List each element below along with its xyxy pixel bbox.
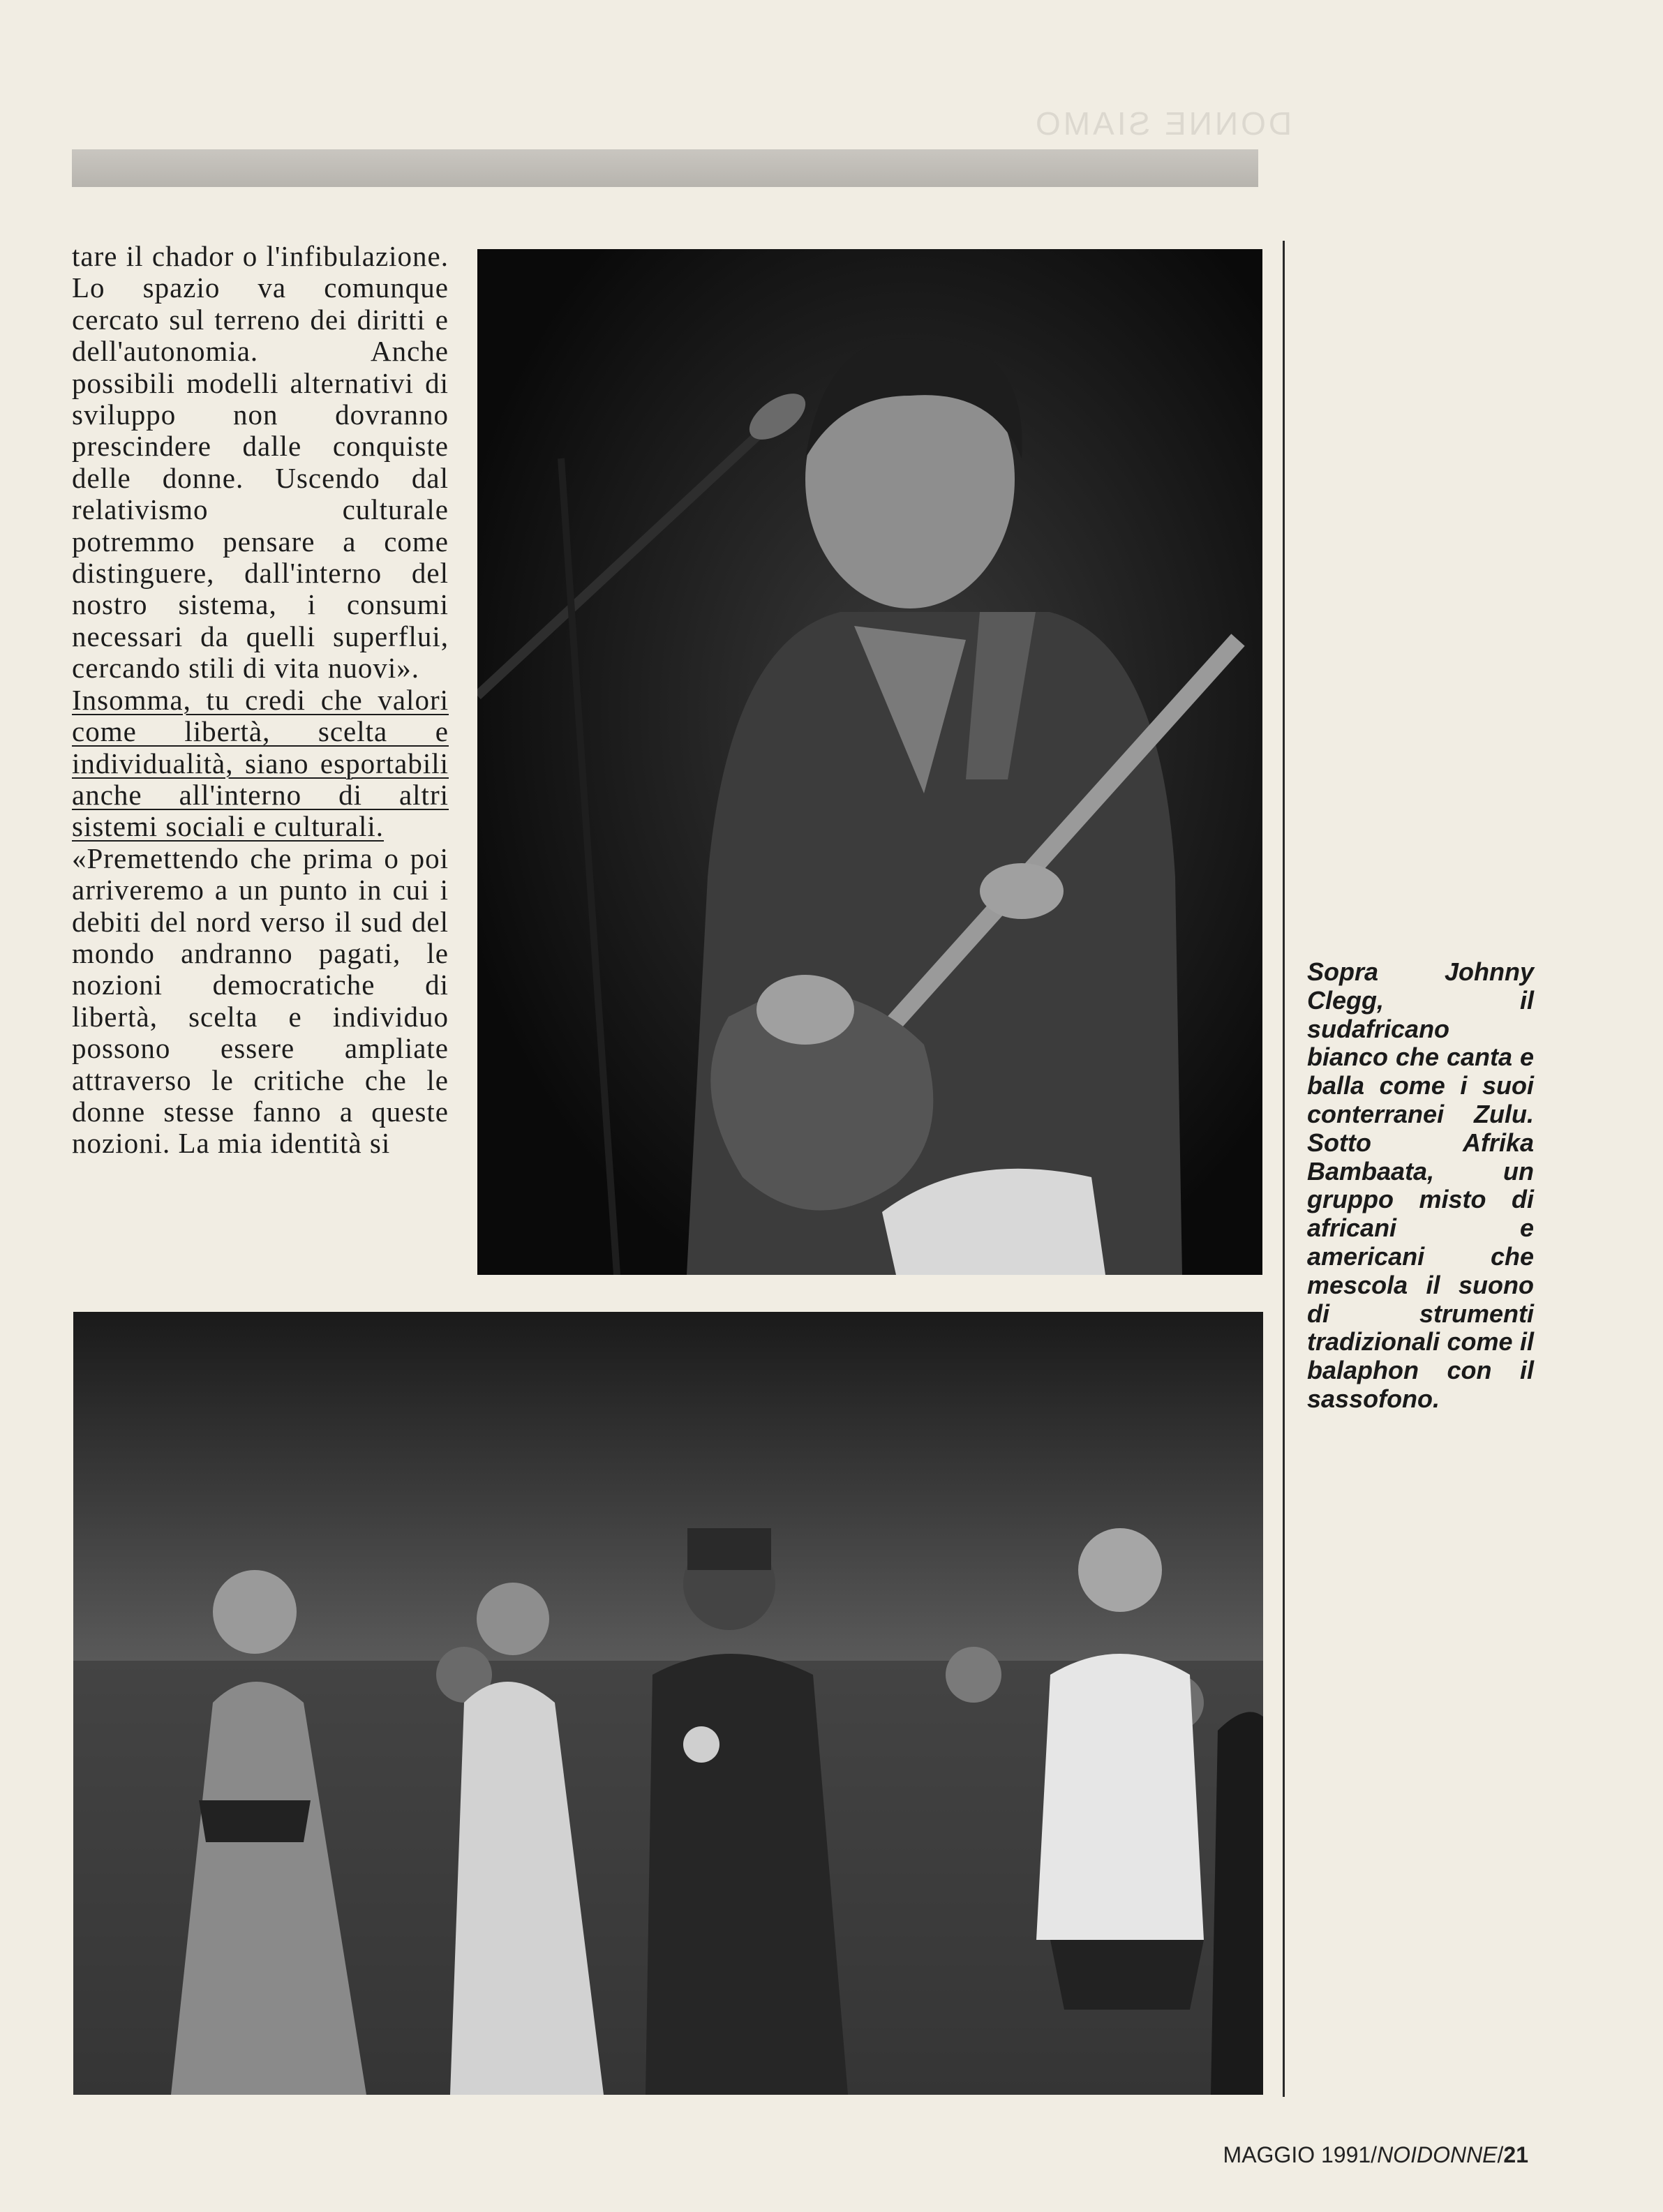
folio-date: MAGGIO 1991/ <box>1223 2142 1378 2167</box>
page-folio <box>1223 2142 1528 2168</box>
photo-afrika-bambaata-image <box>73 1312 1263 2095</box>
photo-johnny-clegg <box>477 249 1262 1275</box>
folio-magazine: NOIDONNE <box>1377 2142 1498 2167</box>
header-bar <box>72 149 1258 187</box>
folio-separator: / <box>1497 2142 1504 2167</box>
body-paragraph-1: tare il chador o l'infibulazione. Lo spazio va comunque cercato sul terreno dei diritti e dell'autonomia. Anche possibili modelli alternativi di sviluppo non dovranno prescindere dalle conquiste delle donne. Uscendo dal relativismo culturale potremmo pensare a come distinguere, dall'interno del nostro sistema, i consumi necessari da quelli superflui, cercando stili di vita nuovi». <box>72 240 449 685</box>
folio-page-number: 21 <box>1503 2142 1528 2167</box>
article-body <box>72 241 449 1160</box>
interview-question: Insomma, tu credi che valori come libertà, scelta e individualità, siano esportabili anche all'interno di altri sistemi sociali e culturali. <box>72 683 449 843</box>
body-paragraph-2: «Premettendo che prima o poi arriveremo a un punto in cui i debiti del nord verso il sud del mondo andranno pagati, le nozioni democratiche di libertà, scelta e individuo possono essere ampliate attraverso le critiche che le donne stesse fanno a queste nozioni. La mia identità si <box>72 842 449 1160</box>
photo-afrika-bambaata <box>73 1312 1263 2095</box>
photo-johnny-clegg-image <box>477 249 1262 1275</box>
photo-caption: Sopra Johnny Clegg, il sudafricano bianco che canta e balla come i suoi conterranei Zulu. Sotto Afrika Bambaata, un gruppo misto di africani e americani che mescola il suono di strumenti tradizionali come il balaphon con il sassofono. <box>1307 957 1534 1413</box>
show-through-text: DONNE SIAMO <box>1033 105 1292 142</box>
column-rule <box>1283 241 1285 2097</box>
